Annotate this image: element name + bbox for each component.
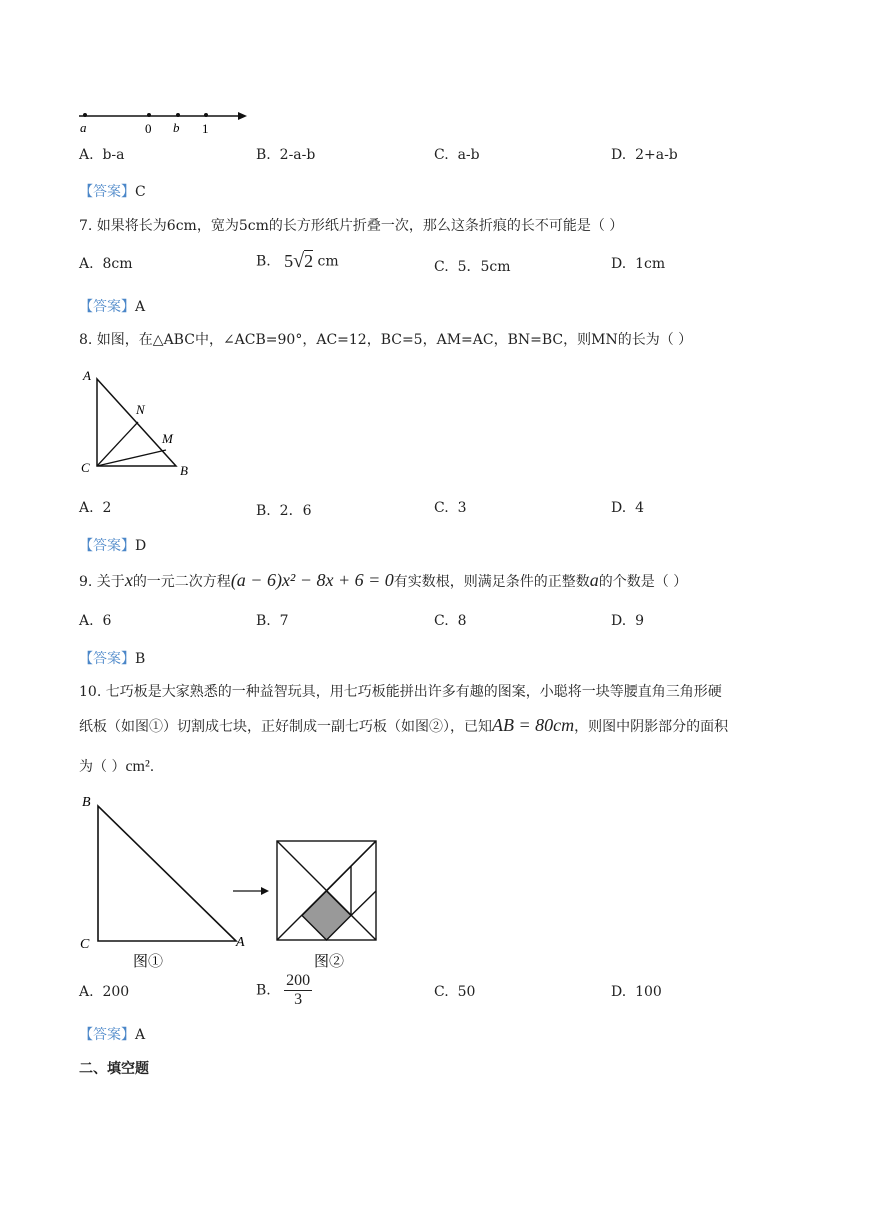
answer-tag: 【答案】 (79, 299, 135, 315)
q8-option-d: D. 4 (611, 500, 645, 516)
svg-text:C: C (80, 937, 90, 952)
q8-triangle-figure (76, 365, 201, 480)
q7-option-b: B. 5√2 cm (256, 250, 339, 272)
q10-stem-line3: 为（ ）cm². (79, 758, 155, 775)
svg-text:图②: 图② (314, 954, 345, 970)
number-line-figure (75, 104, 255, 136)
label-1: 1 (202, 121, 209, 136)
answer-tag: 【答案】 (79, 538, 135, 554)
answer-value: A (135, 299, 146, 315)
fig2-tangram (277, 841, 376, 940)
q7-option-a: A. 8cm (79, 256, 133, 272)
answer-tag: 【答案】 (79, 651, 135, 667)
answer-value: C (135, 184, 146, 200)
answer-tag: 【答案】 (79, 1027, 135, 1043)
q10-stem-line1: 10. 七巧板是大家熟悉的一种益智玩具，用七巧板能拼出许多有趣的图案，小聪将一块等腰直角三角形硬 (79, 684, 722, 700)
q8-option-b: B. 2．6 (256, 503, 312, 519)
q8-option-c: C. 3 (434, 500, 467, 516)
q9-stem: 9. 关于x的一元二次方程(a − 6)x² − 8x + 6 = 0有实数根，则满足条件的正整数a的个数是（ ） (79, 570, 688, 590)
q9-option-c: C. 8 (434, 613, 467, 629)
svg-text:N: N (136, 402, 145, 417)
fraction: $\frac{200}{3}$ (286, 972, 311, 1008)
q7-stem: 7. 如果将长为6cm，宽为5cm的长方形纸片折叠一次，那么这条折痕的长不可能是（ ） (79, 218, 624, 234)
q6-option-c: C. a-b (434, 147, 480, 163)
q7-option-d: D. 1cm (611, 256, 666, 272)
q9-option-d: D. 9 (611, 613, 645, 629)
number-line-arrow (238, 112, 247, 120)
svg-text:A: A (83, 368, 91, 383)
q6-answer (79, 181, 146, 201)
point-b (176, 113, 180, 117)
q10-stem-line2: 纸板（如图①）切割成七块，正好制成一副七巧板（如图②），已知AB = 80cm，则图中阴影部分的面积 (79, 715, 729, 735)
svg-text:B: B (82, 795, 91, 810)
label-b: b (173, 120, 180, 135)
q7-answer (79, 296, 145, 316)
q6-option-b: B. 2-a-b (256, 147, 316, 163)
answer-value: D (135, 538, 147, 554)
point-0 (147, 113, 151, 117)
q10-option-d: D. 100 (611, 984, 662, 1000)
label-a: a (80, 120, 87, 135)
svg-text:C: C (81, 460, 90, 475)
q9-option-a: A. 6 (79, 613, 112, 629)
q9-option-b: B. 7 (256, 613, 289, 629)
q8-stem: 8. 如图，在△ABC中，∠ACB=90°，AC=12，BC=5，AM=AC，BN=BC，则MN的长为（ ） (79, 332, 693, 348)
q10-figures (76, 788, 386, 973)
answer-value: B (135, 651, 146, 667)
fig1-triangle (98, 806, 236, 941)
q6-option-d: D. 2+a-b (611, 147, 678, 163)
point-1 (204, 113, 208, 117)
svg-text:B: B (180, 463, 188, 478)
q10-option-a: A. 200 (79, 984, 130, 1000)
q7-option-c: C. 5．5cm (434, 259, 511, 275)
q8-answer (79, 535, 146, 555)
q10-option-c: C. 50 (434, 984, 476, 1000)
answer-value: A (135, 1027, 146, 1043)
q9-answer (79, 648, 145, 668)
point-a (83, 113, 87, 117)
svg-text:A: A (236, 935, 245, 950)
q8-option-a: A. 2 (79, 500, 112, 516)
svg-text:图①: 图① (133, 954, 164, 970)
q10-answer (79, 1024, 145, 1044)
label-0: 0 (145, 121, 152, 136)
section-title: 二、填空题 (79, 1061, 149, 1077)
q10-option-b: B. $\frac{200}{3}$ (256, 972, 311, 1008)
q9-equation: (a − 6)x² − 8x + 6 = 0 (230, 570, 394, 590)
svg-text:M: M (162, 431, 173, 446)
sqrt-icon: √ (293, 250, 305, 272)
q6-option-a: A. b-a (79, 147, 125, 163)
answer-tag: 【答案】 (79, 184, 135, 200)
